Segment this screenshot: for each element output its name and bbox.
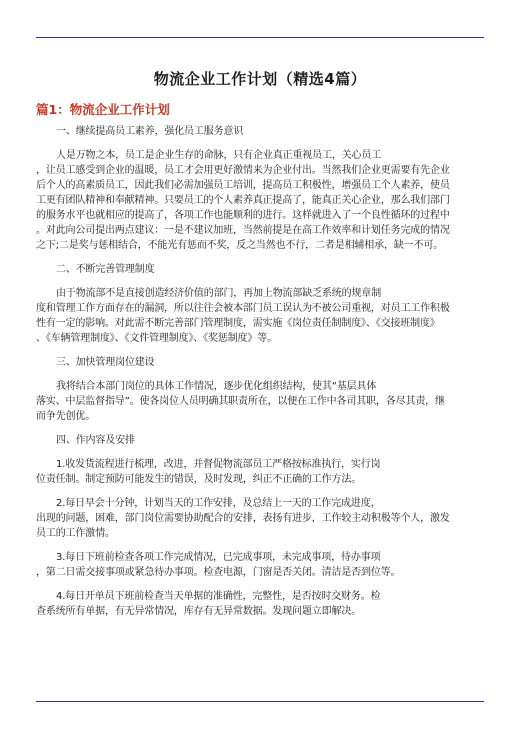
paragraph-line: 由于物流部不是直接创造经济价值的部门，再加上物流部缺乏系统的规章制 xyxy=(56,288,382,299)
paragraph-line: ，第二日需交接事项或紧急待办事项。检查电源，门窗是否关闭。清洁是否到位等。 xyxy=(36,567,401,578)
paragraph-line: 之下;二是奖与惩相结合，不能光有惩而不奖，反之当然也不行，二者是相辅相承，缺一不可。 xyxy=(36,240,444,251)
paragraph-line: 的服务水平也就相应的提高了，各项工作也能顺利的进行。这样就进入了一个良性循环的过程中 xyxy=(36,210,450,221)
section-heading: 三、加快管理岗位建设 xyxy=(56,357,155,368)
top-rule xyxy=(36,37,484,38)
paragraph xyxy=(36,457,484,487)
paragraph-line: 而争先创优。 xyxy=(36,411,96,422)
document-title: 物流企业工作计划（精选4篇） xyxy=(153,70,367,88)
paragraph xyxy=(36,589,484,619)
paragraph-line: 3.每日下班前检查各项工作完成情况，已完成事项，未完成事项，待办事项 xyxy=(56,552,381,563)
paragraph-line: 人是万物之本，员工是企业生存的命脉，只有企业真正重视员工，关心员工 xyxy=(56,150,382,161)
document-body xyxy=(36,124,484,628)
paragraph-line: 性有一定的影响。对此需不断完善部门管理制度，需实施《岗位责任制制度》、《交接班制度》 xyxy=(36,318,440,329)
paragraph-line: 落实、中层监督指导”。使各岗位人员明确其职责所在，以便在工作中各司其职，各尽其责，继 xyxy=(36,396,445,407)
paragraph xyxy=(36,496,484,541)
paragraph-line: 1.收发货流程进行梳理，改进，并督促物流部员工严格按标准执行，实行岗 xyxy=(56,459,381,470)
paragraph-line: 出现的问题，困难，部门岗位需要协助配合的安排，表扬有进步，工作较主动积极等个人，激发 xyxy=(36,513,450,524)
paragraph-line: 后个人的高素质员工，因此我们必需加强员工培训，提高员工积极性，增强员工个人素养，使员 xyxy=(36,180,450,191)
paragraph-line: 位责任制。制定预防可能发生的错误，及时发现，纠正不正确的工作方法。 xyxy=(36,474,362,485)
paragraph xyxy=(36,148,484,253)
paragraph-line: ，让员工感受到企业的温暖，员工才会用更好激情来为企业付出。当然我们企业更需要有先企业 xyxy=(36,165,450,176)
paragraph-line: 我将结合本部门岗位的具体工作情况，逐步优化组织结构，使其“基层具体 xyxy=(56,381,377,392)
paragraph-line: 员工的工作激情。 xyxy=(36,528,115,539)
section-heading: 一、继续提高员工素养，强化员工服务意识 xyxy=(56,126,244,137)
paragraph-line: 、《车辆管理制度》、《文件管理制度》、《奖惩制度》等。 xyxy=(36,333,277,344)
article-subtitle: 篇1：物流企业工作计划 xyxy=(36,102,170,117)
paragraph-line: 。对此向公司提出两点建议：一是不建议加班，当然前提是在高工作效率和计划任务完成的情况 xyxy=(36,225,450,236)
paragraph-line: 2.每日早会十分钟，计划当天的工作安排，及总结上一天的工作完成进度， xyxy=(56,498,381,509)
paragraph xyxy=(36,550,484,580)
bottom-rule xyxy=(36,701,484,702)
paragraph-line: 4.每日开单员下班前检查当天单据的准确性，完整性，是否按时交财务。检 xyxy=(56,591,381,602)
paragraph-line: 工更有团队精神和奉献精神。只要员工的个人素养真正提高了，能真正关心企业，那么我们部门 xyxy=(36,195,450,206)
paragraph xyxy=(36,379,484,424)
paragraph-line: 度和管理工作方面存在的漏洞，所以往往会被本部门员工误认为不被公司重视，对员工工作积极 xyxy=(36,303,450,314)
paragraph xyxy=(36,286,484,346)
section-heading: 二、不断完善管理制度 xyxy=(56,264,155,275)
section-heading: 四、作内容及安排 xyxy=(56,435,135,446)
paragraph-line: 查系统所有单据，有无异常情况，库存有无异常数据。发现问题立即解决。 xyxy=(36,606,362,617)
